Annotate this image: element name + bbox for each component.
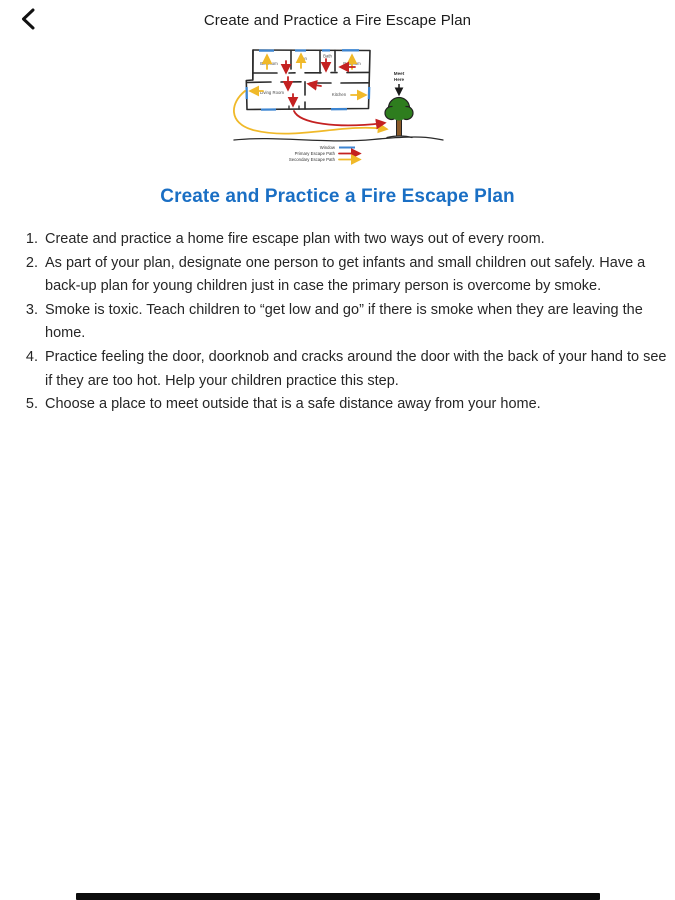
legend-label-secondary: Secondary Escape Path	[288, 157, 335, 162]
list-item-text: Create and practice a home fire escape plan with two ways out of every room.	[45, 231, 545, 247]
list-item-number: 1.	[25, 231, 38, 247]
tree-trunk	[396, 119, 401, 136]
list-item	[22, 346, 667, 393]
meet-here-label-line1: Meet	[393, 71, 404, 76]
list-item-text: Practice feeling the door, doorknob and cracks around the door with the back of your hand to see if they are too hot. Help your children practice this step.	[45, 348, 667, 389]
list-item-text: Choose a place to meet outside that is a safe distance away from your home.	[45, 396, 541, 413]
fire-escape-plan-illustration	[231, 45, 445, 167]
meeting-tree	[385, 71, 413, 138]
room-label-bedroom-right: Bedroom	[342, 61, 361, 66]
legend-label-primary: Primary Escape Path	[294, 151, 335, 156]
list-item-number: 2.	[25, 254, 38, 271]
list-item	[22, 252, 667, 299]
header-title: Create and Practice a Fire Escape Plan	[203, 11, 472, 29]
list-item-text: Smoke is toxic. Teach children to “get low and go” if there is smoke when they are leaving the home.	[45, 301, 643, 342]
room-label-living-room: Living Room	[259, 90, 284, 95]
tree-canopy	[385, 98, 413, 121]
chevron-left-icon	[21, 8, 35, 33]
list-item-text: As part of your plan, designate one person to get infants and small children out safely. Have a back-up plan for young children just in case the primary person is overcome by smoke.	[45, 254, 646, 295]
illustration-legend	[288, 145, 358, 162]
list-item	[22, 299, 667, 346]
page-title: Create and Practice a Fire Escape Plan	[160, 186, 515, 207]
list-item-number: 4.	[25, 348, 38, 365]
list-item-number: 5.	[25, 396, 38, 413]
room-label-kitchen: Kitchen	[331, 92, 346, 97]
home-indicator-bar[interactable]	[76, 893, 600, 900]
list-item-number: 3.	[25, 301, 38, 318]
room-label-bath: Bath	[322, 53, 332, 59]
meet-here-label-line2: Here	[393, 77, 404, 82]
list-item	[22, 228, 667, 252]
navigation-header	[0, 0, 675, 40]
fire-safety-tips-list	[22, 228, 667, 417]
room-label-den: Den	[298, 56, 307, 61]
legend-label-window: Window	[319, 145, 335, 150]
list-item	[22, 393, 667, 417]
window-marks	[246, 50, 369, 109]
back-button[interactable]	[14, 7, 42, 33]
room-label-bedroom-left: Bedroom	[259, 61, 278, 66]
